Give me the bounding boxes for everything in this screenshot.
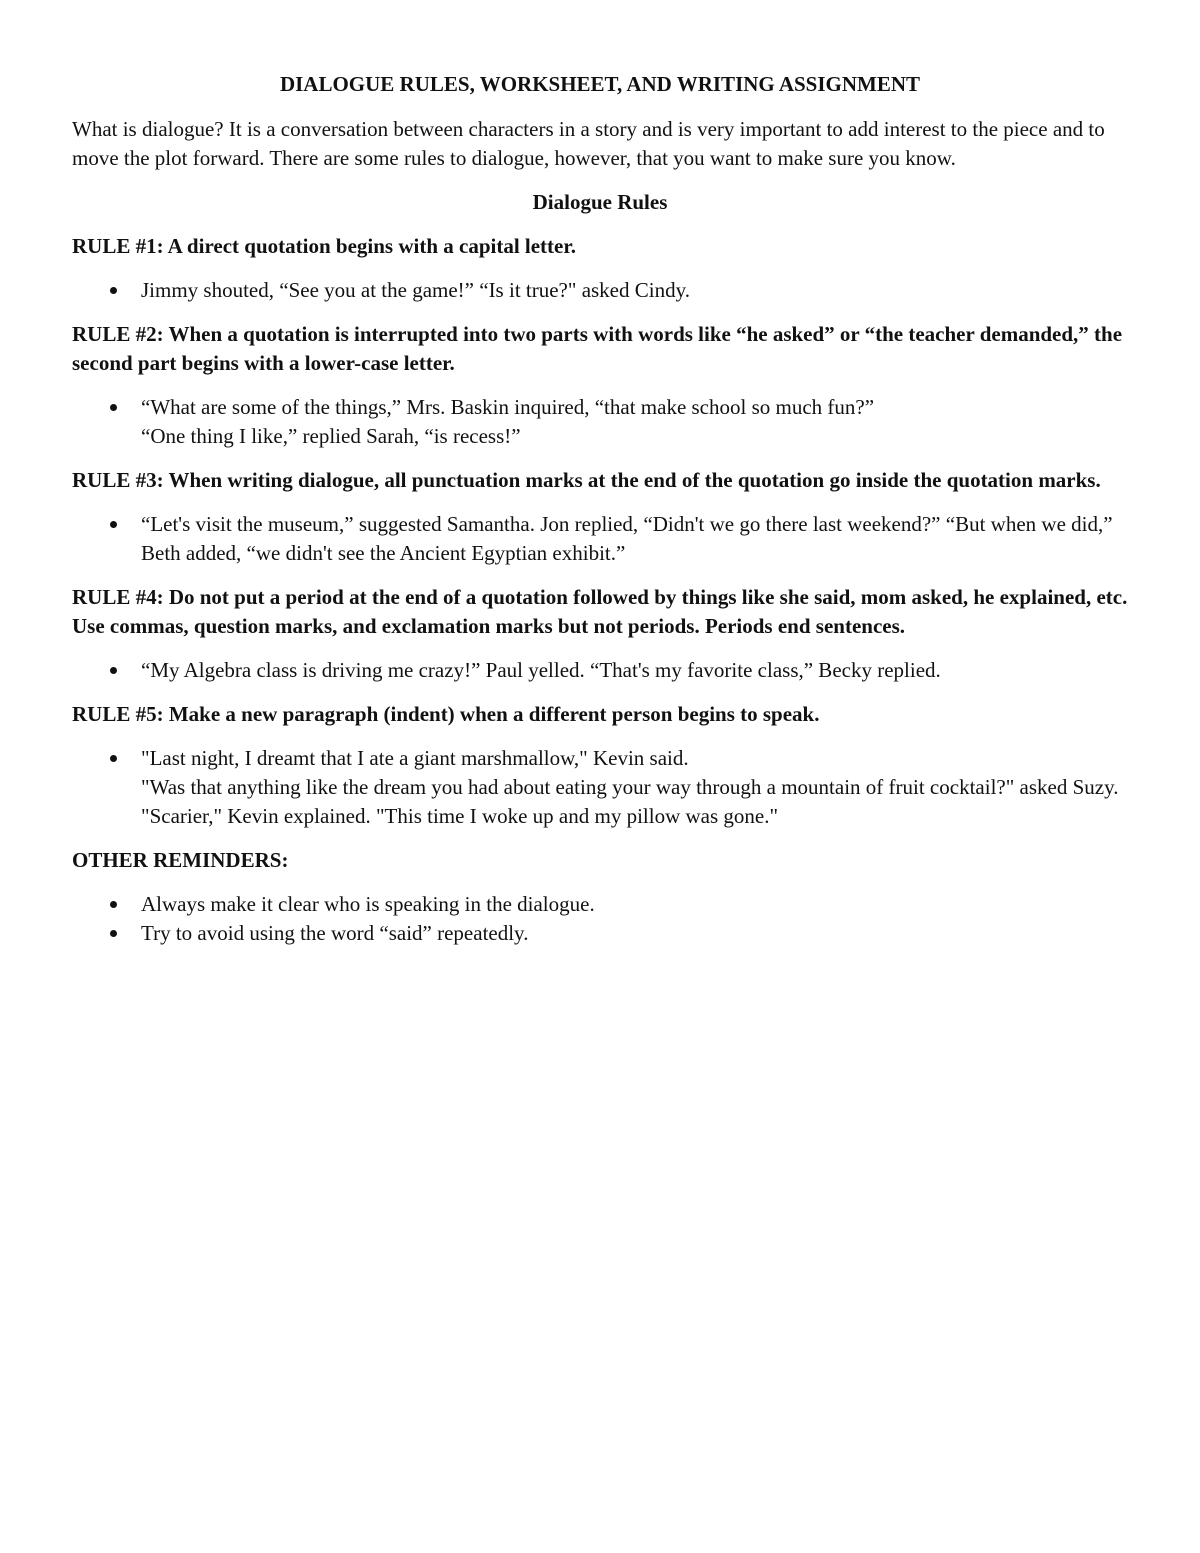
bullet-icon bbox=[110, 404, 117, 411]
example-item bbox=[72, 276, 1128, 305]
reminder-text: Always make it clear who is speaking in the dialogue. bbox=[141, 892, 595, 916]
rule-2 bbox=[72, 320, 1128, 451]
rule-examples bbox=[72, 510, 1128, 568]
bullet-icon bbox=[110, 755, 117, 762]
example-line: "Scarier," Kevin explained. "This time I woke up and my pillow was gone." bbox=[141, 804, 779, 828]
rule-3 bbox=[72, 466, 1128, 568]
rule-title: RULE #5: Make a new paragraph (indent) when a different person begins to speak. bbox=[72, 702, 820, 726]
bullet-icon bbox=[110, 287, 117, 294]
example-line: Jimmy shouted, “See you at the game!” “Is it true?" asked Cindy. bbox=[141, 278, 690, 302]
example-line: “Let's visit the museum,” suggested Samantha. Jon replied, “Didn't we go there last weekend?” “But when we did,” Beth added, “we didn't see the Ancient Egyptian exhibit.” bbox=[141, 512, 1113, 565]
example-item bbox=[72, 510, 1128, 568]
example-line: "Was that anything like the dream you had about eating your way through a mountain of fruit cocktail?" asked Suzy. bbox=[141, 775, 1119, 799]
bullet-icon bbox=[110, 901, 117, 908]
reminder-text: Try to avoid using the word “said” repeatedly. bbox=[141, 921, 529, 945]
bullet-icon bbox=[110, 521, 117, 528]
worksheet-page bbox=[72, 70, 1128, 948]
rule-4 bbox=[72, 583, 1128, 685]
example-item bbox=[72, 744, 1128, 831]
section-heading: Dialogue Rules bbox=[532, 190, 668, 214]
example-line: “One thing I like,” replied Sarah, “is recess!” bbox=[141, 424, 521, 448]
rule-1 bbox=[72, 232, 1128, 305]
rule-examples bbox=[72, 656, 1128, 685]
rule-5 bbox=[72, 700, 1128, 831]
bullet-icon bbox=[110, 930, 117, 937]
rule-title: RULE #3: When writing dialogue, all punctuation marks at the end of the quotation go inside the quotation marks. bbox=[72, 468, 1101, 492]
example-line: “What are some of the things,” Mrs. Baskin inquired, “that make school so much fun?” bbox=[141, 395, 875, 419]
rule-title: RULE #4: Do not put a period at the end of a quotation followed by things like she said, mom asked, he explained, etc. Use commas, question marks, and exclamation marks but not periods. Periods end sentences. bbox=[72, 585, 1128, 638]
intro-paragraph: What is dialogue? It is a conversation between characters in a story and is very important to add interest to the piece and to move the plot forward. There are some rules to dialogue, however, that you want to make sure you know. bbox=[72, 117, 1105, 170]
document-title: DIALOGUE RULES, WORKSHEET, AND WRITING ASSIGNMENT bbox=[279, 72, 921, 96]
rule-examples bbox=[72, 393, 1128, 451]
reminder-item bbox=[72, 890, 1128, 919]
example-line: “My Algebra class is driving me crazy!” Paul yelled. “That's my favorite class,” Becky replied. bbox=[141, 658, 941, 682]
reminder-item bbox=[72, 919, 1128, 948]
reminders-title: OTHER REMINDERS: bbox=[72, 848, 289, 872]
rule-examples bbox=[72, 744, 1128, 831]
bullet-icon bbox=[110, 667, 117, 674]
example-item bbox=[72, 393, 1128, 451]
example-line: "Last night, I dreamt that I ate a giant marshmallow," Kevin said. bbox=[141, 746, 689, 770]
reminders-list bbox=[72, 890, 1128, 948]
rule-title: RULE #2: When a quotation is interrupted into two parts with words like “he asked” or “the teacher demanded,” the second part begins with a lower-case letter. bbox=[72, 322, 1123, 375]
example-item bbox=[72, 656, 1128, 685]
rule-examples bbox=[72, 276, 1128, 305]
rule-title: RULE #1: A direct quotation begins with a capital letter. bbox=[72, 234, 577, 258]
